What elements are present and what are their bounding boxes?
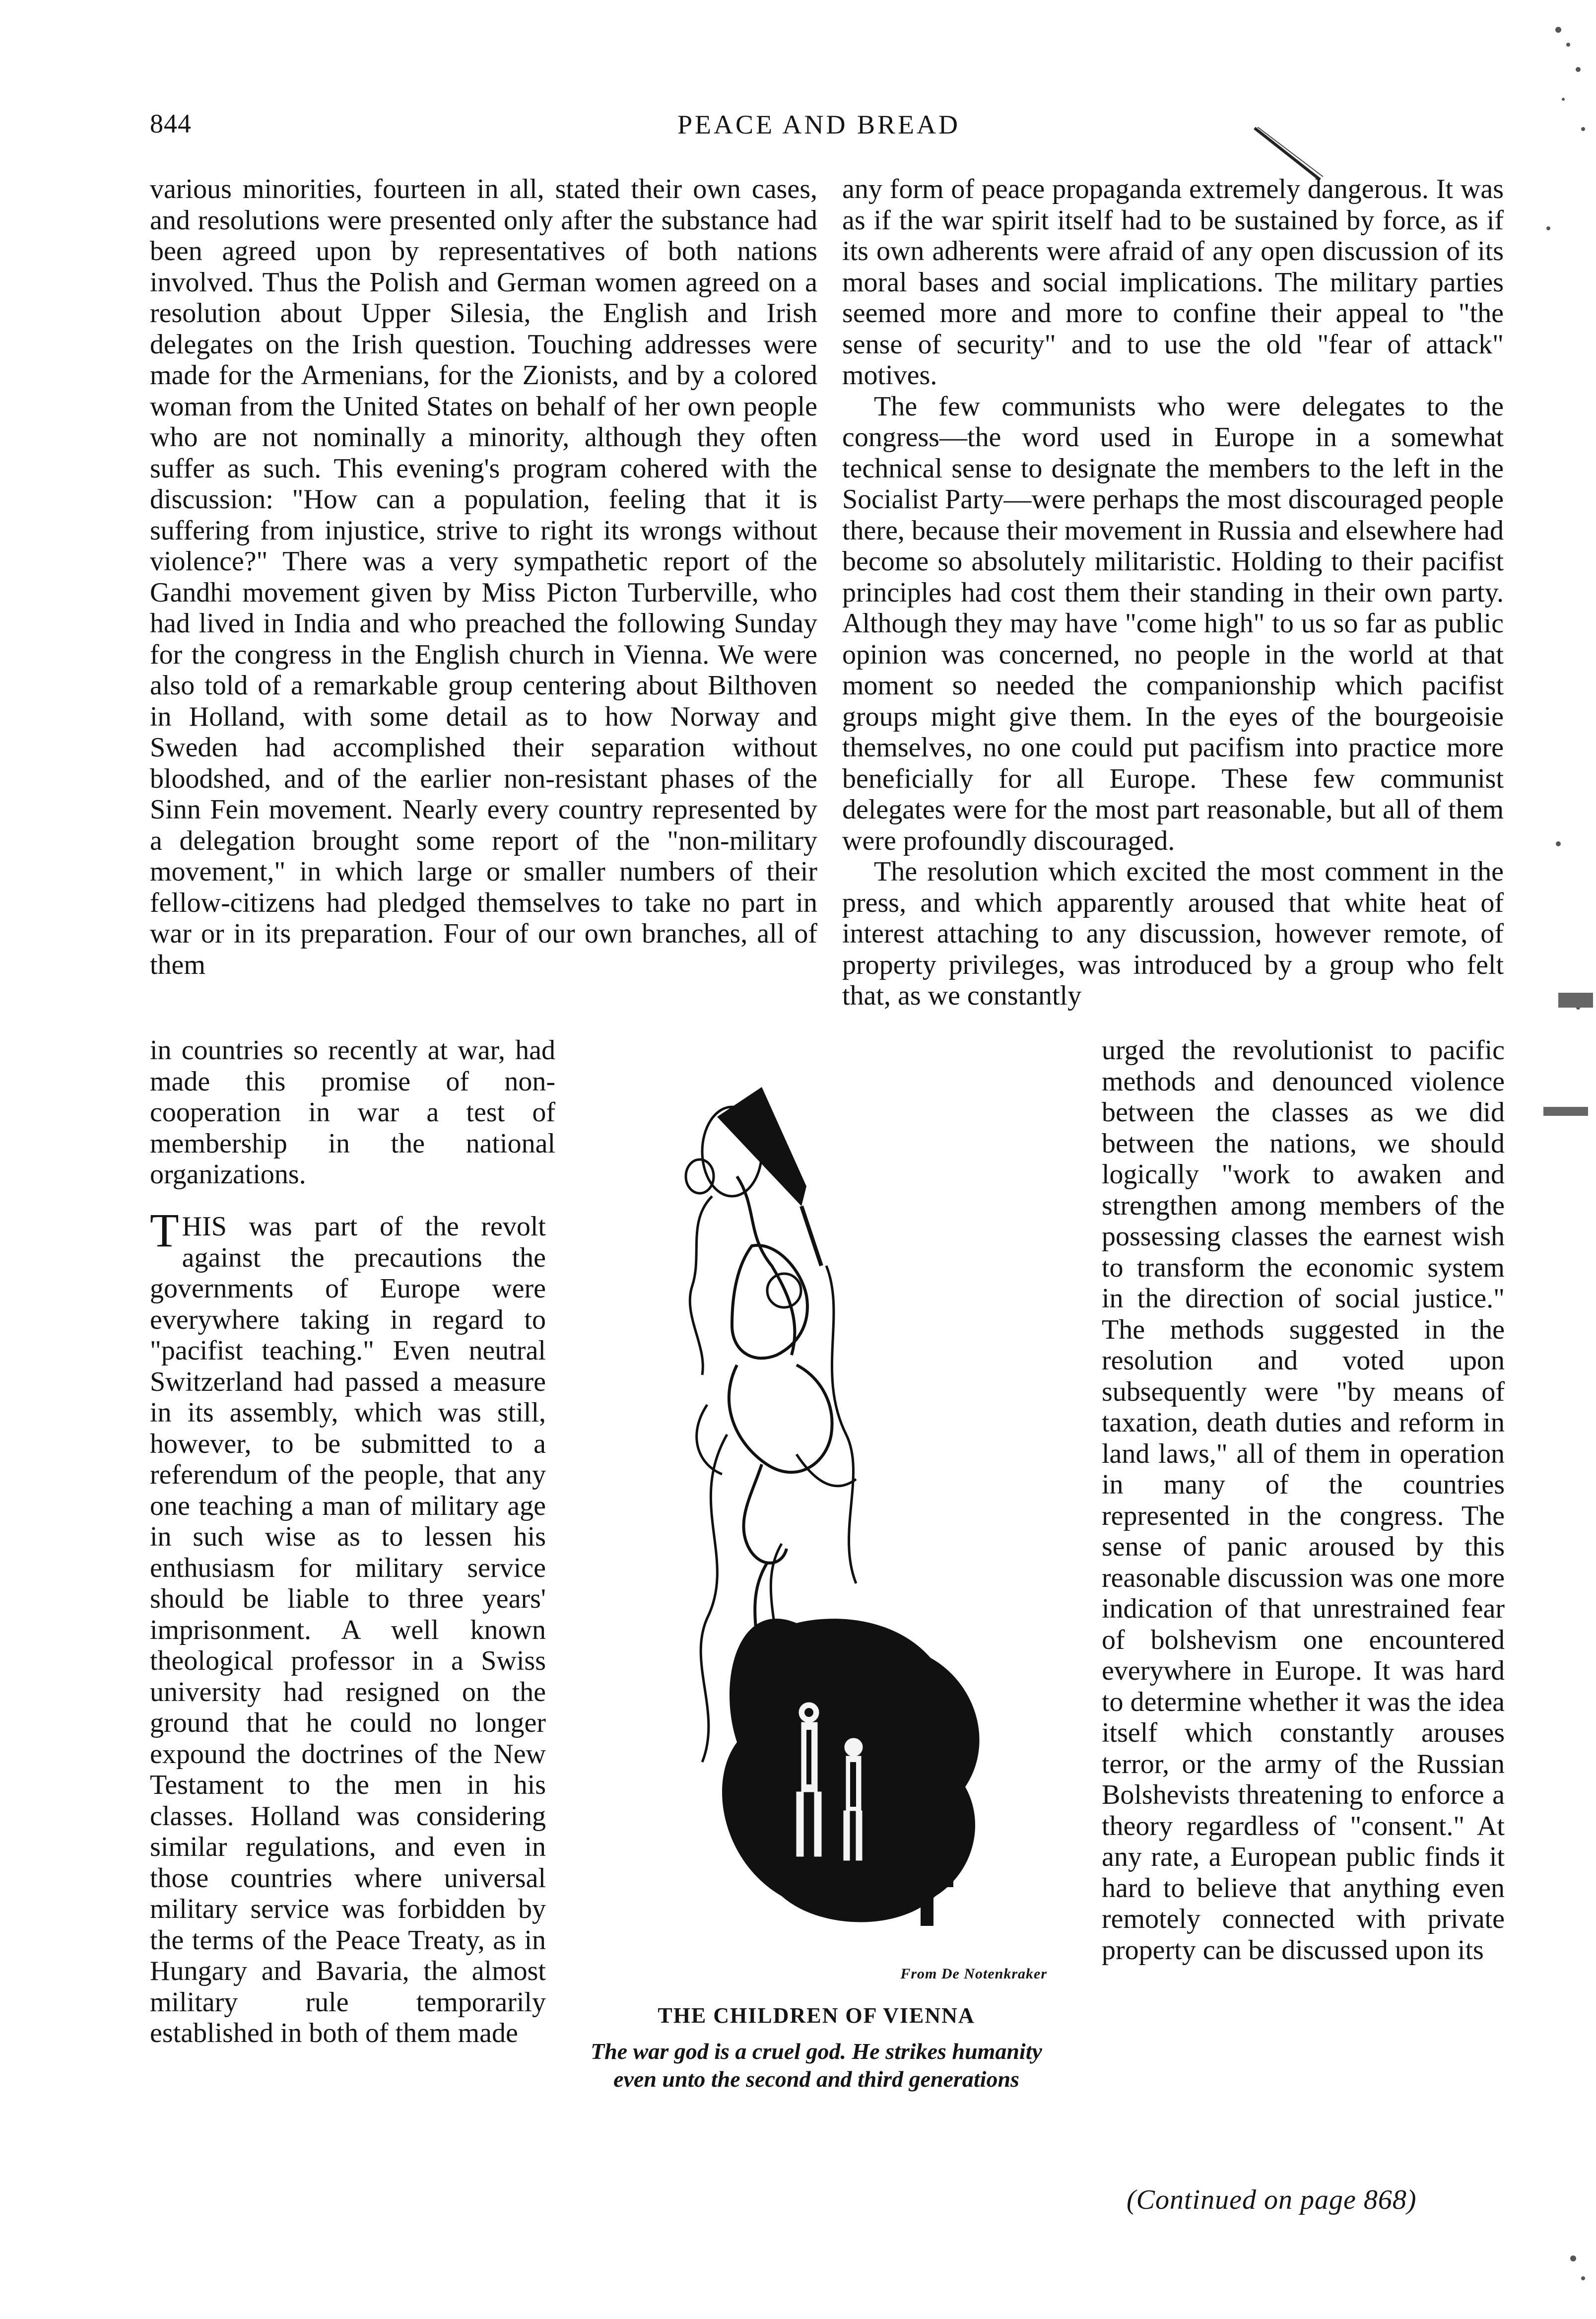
running-title: PEACE AND BREAD [677,110,961,139]
right-paragraph-3-end: urged the revolutionist to pacific methods and denounced violence between the classes as we did between the nations, we should logically "work to awaken and strengthen among members of the possessing classes the earnest wish to transform the economic system in the direction of social justice." The methods suggested in the resolution and voted upon subsequently were "by means of taxation, death duties and reform in land laws," all of them in operation in many of the countries represented in the congress. The sense of panic aroused by this reasonable discussion was one more indication of that unrestrained fear of bolshevism one encountered everywhere in Europe. It was hard to determine whether it was the idea itself which constantly arouses terror, or the army of the Russian Bolshevists threatening to enforce a theory regardless of "consent." At any rate, a European public finds it hard to believe that anything even remotely connected with private property can be discussed upon its [1102,1035,1505,1966]
page-number: 844 [150,109,192,138]
scan-edge-marks [1499,0,1596,2319]
left-paragraph-1: various minorities, fourteen in all, stated their own cases, and resolutions were presented only after the substance had been agreed upon by representatives of both nations involved. Thus the Polish and German women agreed on a resolution about Upper Silesia, the English and Irish delegates on the Irish question. Touching addresses were made for the Armenians, for the Zionists, and by a colored woman from the United States on behalf of her own people who are not nominally a minority, although they often suffer as such. This evening's program cohered with the discussion: "How can a population, feeling that it is suffering from injustice, strive to right its wrongs without violence?" There was a very sympathetic report of the Gandhi movement given by Miss Picton Turberville, who had lived in India and who preached the following Sunday for the congress in the English church in Vienna. We were also told of a remarkable group centering about Bilthoven in Holland, with some detail as to how Norway and Sweden had accomplished their separation without bloodshed, and of the earlier non-resistant phases of the Sinn Fein movement. Nearly every country represented by a delegation brought some report of the "non-military movement," in which large or smaller numbers of their fellow-citizens had pledged themselves to take no part in war or in its preparation. Four of our own branches, all of them [150,174,817,980]
right-column-upper [842,174,1504,1012]
right-paragraph-1: any form of peace propaganda extremely dangerous. It was as if the war spirit itself had to be sustained by force, as if its own adherents were afraid of any open discussion of its moral bases and social implications. The military parties seemed more and more to confine their appeal to "the sense of security" and to use the old "fear of attack" motives. [842,174,1504,391]
left-column-lower [150,1204,546,2049]
left-paragraph-1-end: in countries so recently at war, had made this promise of non-cooperation in war a test of membership in the national organizations. [150,1035,555,1190]
left-column-middle [150,1035,555,1190]
illustration-caption-title: THE CHILDREN OF VIENNA [658,2003,975,2028]
continued-note: (Continued on page 868) [1127,2184,1417,2215]
illustration-caption-text: The war god is a cruel god. He strikes humanity even unto the second and third generations [591,2039,1042,2092]
right-column-lower [1102,1035,1505,1966]
left-column-upper [150,174,817,980]
right-paragraph-2: The few communists who were delegates to the congress—the word used in Europe in a somewhat technical sense to designate the members to the left in the Socialist Party—were perhaps the most discouraged people there, because their movement in Russia and elsewhere had become so absolutely militaristic. Holding to their pacifist principles had cost them their standing in their own party. Although they may have "come high" to us so far as public opinion was concerned, no people in the world at that moment so needed the companionship which pacifist groups might give them. In the eyes of the bourgeoisie themselves, no one could put pacifism into practice more beneficially for all Europe. These few communist delegates were for the most part reasonable, but all of them were profoundly discouraged. [842,391,1504,856]
right-paragraph-3: The resolution which excited the most comment in the press, and which apparently aroused that white heat of interest attaching to any discussion, however remote, of property privileges, was introduced by a group who felt that, as we constantly [842,856,1504,1011]
illustration-credit: From De Notenkraker [900,1966,1047,1982]
left-paragraph-2: THIS was part of the revolt against the precautions the governments of Europe were everywhere taking in regard to "pacifist teaching." Even neutral Switzerland had passed a measure in its assembly, which was still, however, to be submitted to a referendum of the people, that any one teaching a man of military age in such wise as to lessen his enthusiasm for military service should be liable to three years' imprisonment. A well known theological professor in a Swiss university had resigned on the ground that he could no longer expound the doctrines of the New Testament to the men in his classes. Holland was considering similar regulations, and even in those countries where universal military service was forbidden by the terms of the Peace Treaty, as in Hungary and Bavaria, the almost military rule temporarily established in both of them made [150,1204,546,2048]
war-god-illustration [588,1057,1064,1966]
